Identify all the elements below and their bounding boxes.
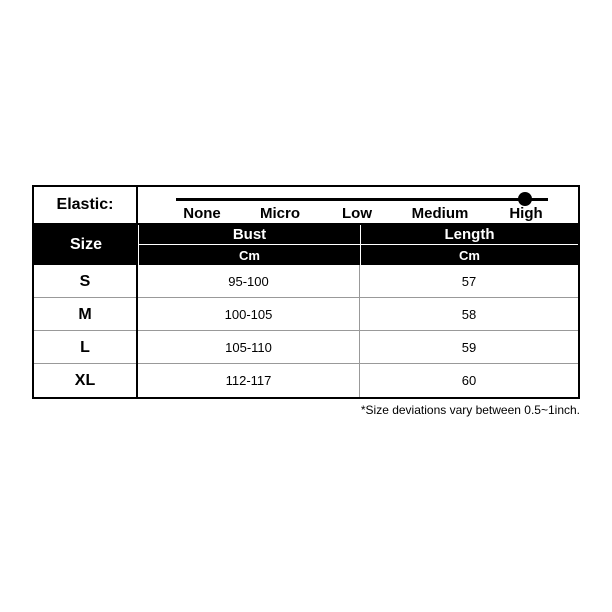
elasticity-level-medium: Medium — [411, 205, 469, 222]
header-bust-label: Bust — [139, 225, 360, 245]
table-row — [34, 298, 578, 331]
header-bust-unit: Cm — [239, 247, 260, 263]
cell-bust: 105-110 — [138, 331, 360, 364]
header-length-label: Length — [361, 225, 578, 245]
table-row — [34, 265, 578, 298]
header-bust — [139, 225, 360, 265]
cell-bust: 95-100 — [138, 265, 360, 298]
cell-length: 57 — [461, 274, 477, 289]
elasticity-level-low: Low — [342, 205, 372, 222]
table-row — [34, 364, 578, 397]
header-length — [361, 225, 578, 265]
elastic-label: Elastic: — [34, 187, 138, 223]
header-length-unit: Cm — [459, 247, 480, 263]
size-deviation-note: *Size deviations vary between 0.5~1inch. — [360, 403, 580, 417]
cell-size: L — [34, 331, 138, 364]
cell-size: XL — [34, 364, 138, 397]
elastic-row — [34, 187, 578, 225]
table-row — [34, 331, 578, 364]
elasticity-level-micro: Micro — [259, 205, 301, 222]
cell-length: 59 — [461, 340, 477, 355]
elasticity-levels — [138, 205, 578, 223]
elasticity-indicator-dot — [518, 192, 532, 206]
elasticity-level-none: None — [183, 205, 221, 222]
table-body — [34, 265, 578, 397]
cell-length: 60 — [461, 373, 477, 388]
size-chart — [32, 185, 580, 399]
cell-size: S — [34, 265, 138, 298]
elasticity-level-high: High — [509, 205, 543, 222]
cell-bust: 100-105 — [138, 298, 360, 331]
header-size: Size — [69, 236, 102, 253]
elasticity-scale — [138, 187, 578, 223]
cell-size: M — [34, 298, 138, 331]
elasticity-scale-line — [176, 198, 548, 201]
table-header — [34, 225, 578, 265]
cell-bust: 112-117 — [138, 364, 360, 397]
cell-length: 58 — [461, 307, 477, 322]
